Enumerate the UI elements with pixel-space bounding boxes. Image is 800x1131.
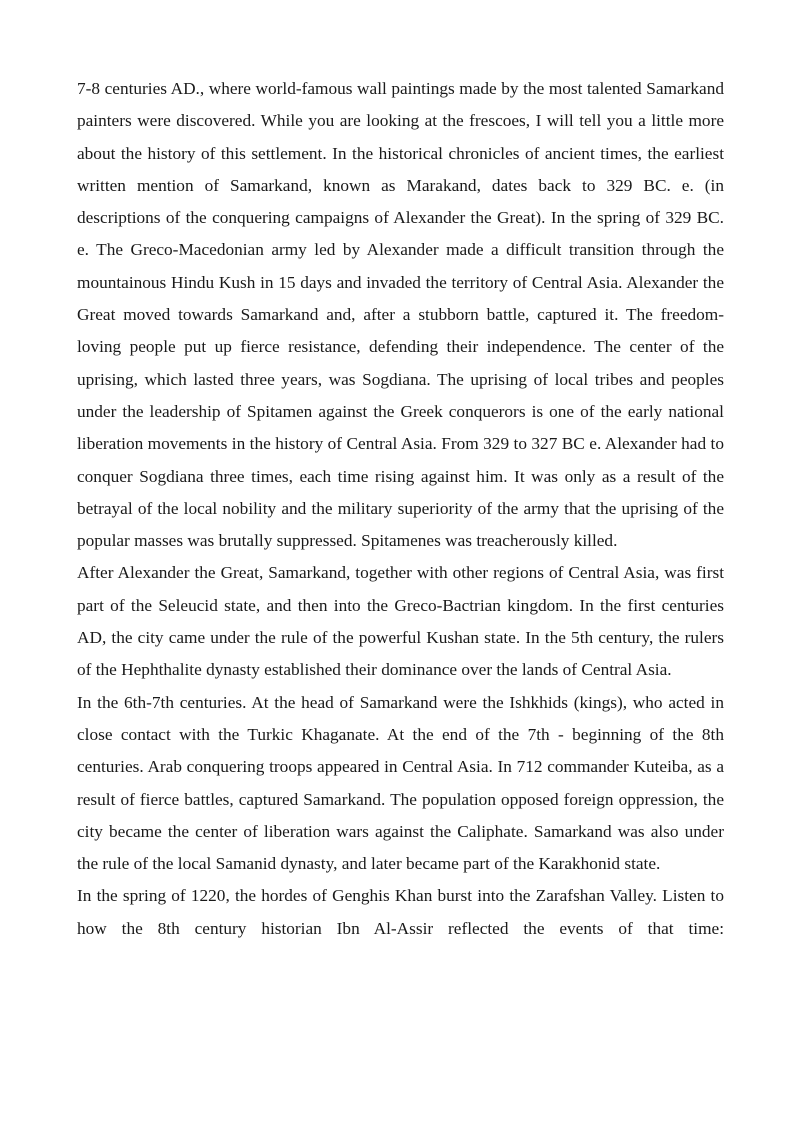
document-page [77, 73, 724, 945]
paragraph-genghis-khan: In the spring of 1220, the hordes of Genghis Khan burst into the Zarafshan Valley. Listen to how the 8th century historian Ibn Al-Assir reflected the events of that time: [77, 886, 724, 938]
paragraph-after-alexander: After Alexander the Great, Samarkand, together with other regions of Central Asia, was first part of the Seleucid state, and then into the Greco-Bactrian kingdom. In the first centuries AD, the city came under the rule of the powerful Kushan state. In the 5th century, the rulers of the Hephthalite dynasty established their dominance over the lands of Central Asia. [77, 563, 724, 680]
paragraph-arab-conquest: In the 6th-7th centuries. At the head of Samarkand were the Ishkhids (kings), who acted in close contact with the Turkic Khaganate. At the end of the 7th - beginning of the 8th centuries. Arab conquering troops appeared in Central Asia. In 712 commander Kuteiba, as a result of fierce battles, captured Samarkand. The population opposed foreign oppression, the city became the center of liberation wars against the Caliphate. Samarkand was also under the rule of the local Samanid dynasty, and later became part of the Karakhonid state. [77, 692, 724, 874]
paragraph-alexander-conquest: 7-8 centuries AD., where world-famous wall paintings made by the most talented Samarkand painters were discovered. While you are looking at the frescoes, I will tell you a little more about the history of this settlement. In the historical chronicles of ancient times, the earliest written mention of Samarkand, known as Marakand, dates back to 329 BC. e. (in descriptions of the conquering campaigns of Alexander the Great). In the spring of 329 BC. e. The Greco-Macedonian army led by Alexander made a difficult transition through the mountainous Hindu Kush in 15 days and invaded the territory of Central Asia. Alexander the Great moved towards Samarkand and, after a stubborn battle, captured it. The freedom-loving people put up fierce resistance, defending their independence. The center of the uprising, which lasted three years, was Sogdiana. The uprising of local tribes and peoples under the leadership of Spitamen against the Greek conquerors is one of the early national liberation movements in the history of Central Asia. From 329 to 327 BC e. Alexander had to conquer Sogdiana three times, each time rising against him. It was only as a result of the betrayal of the local nobility and the military superiority of the army that the uprising of the popular masses was brutally suppressed. Spitamenes was treacherously killed. [77, 79, 724, 551]
